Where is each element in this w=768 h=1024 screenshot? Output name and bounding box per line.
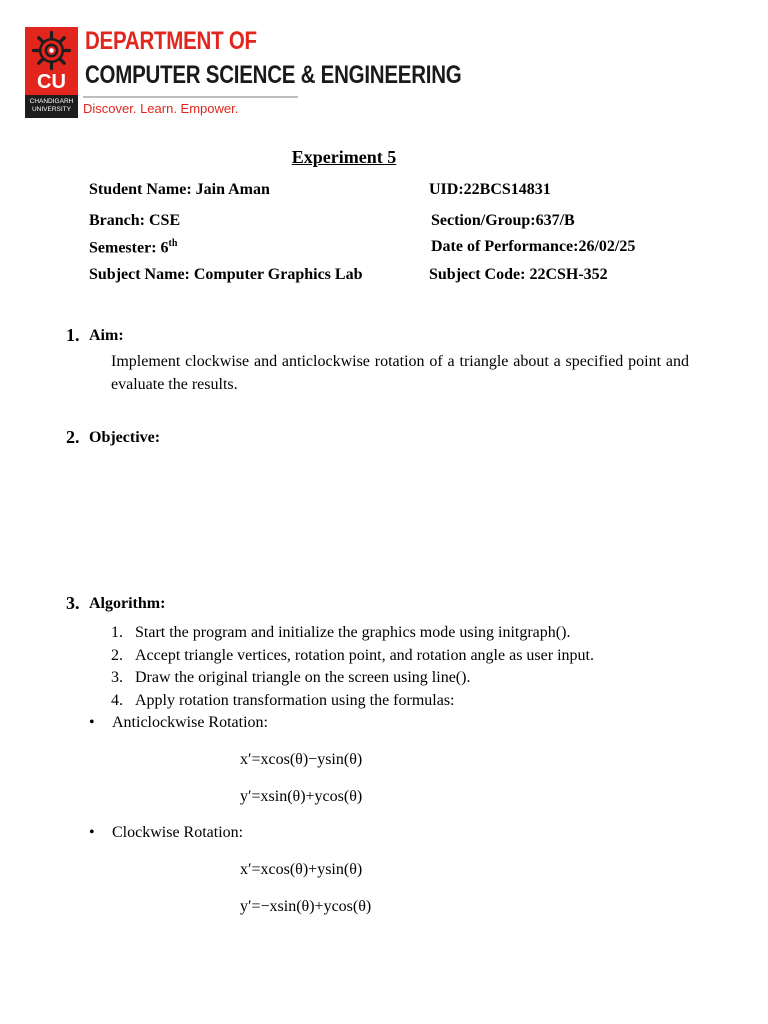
subject-name: Subject Name: Computer Graphics Lab: [89, 266, 363, 283]
semester: [89, 238, 177, 257]
algorithm-steps: [111, 622, 594, 712]
list-item: [111, 667, 594, 690]
list-item: [111, 622, 594, 645]
step-text: Start the program and initialize the graphics mode using initgraph().: [135, 624, 571, 641]
student-name: Student Name: Jain Aman: [89, 181, 270, 198]
clockwise-label: Clockwise Rotation:: [112, 824, 244, 841]
aim-heading: Aim:: [89, 327, 124, 344]
branch: Branch: CSE: [89, 212, 181, 229]
step-text: Apply rotation transformation using the formulas:: [135, 691, 455, 709]
step-text: Accept triangle vertices, rotation point, and rotation angle as user input.: [135, 646, 594, 664]
gear-emblem-icon: [31, 30, 72, 71]
anticlockwise-label: Anticlockwise Rotation:: [112, 714, 268, 731]
anticlockwise-bullet: [89, 714, 268, 732]
objective-number: 2.: [66, 427, 80, 447]
logo-red-block: [25, 27, 78, 95]
objective-heading: Objective:: [89, 429, 161, 446]
algorithm-heading: Algorithm:: [89, 595, 166, 612]
list-item: [111, 690, 594, 713]
tagline: Discover. Learn. Empower.: [83, 101, 239, 116]
section-group: Section/Group:637/B: [431, 212, 575, 229]
bullet-dot-icon: •: [89, 824, 95, 841]
step-number: 1.: [111, 624, 123, 641]
bullet-dot-icon: •: [89, 714, 95, 731]
semester-text: Semester: 6: [89, 239, 169, 257]
algorithm-number: 3.: [66, 593, 80, 613]
department-title-line2: COMPUTER SCIENCE & ENGINEERING: [85, 61, 462, 89]
uid: UID:22BCS14831: [429, 181, 551, 198]
university-logo: [25, 27, 78, 118]
logo-subtext-line1: CHANDIGARH: [29, 98, 74, 105]
logo-cu-text: CU: [37, 71, 66, 93]
logo-university-text: [25, 98, 78, 114]
anticlockwise-y-formula: y′=xsin(θ)+ycos(θ): [240, 788, 363, 805]
date-of-performance: Date of Performance:26/02/25: [431, 238, 636, 255]
subject-code: Subject Code: 22CSH-352: [429, 266, 608, 283]
semester-superscript: th: [168, 238, 178, 249]
logo-subtext-line2: UNIVERSITY: [31, 106, 71, 113]
department-title-line1: DEPARTMENT OF: [85, 27, 257, 55]
anticlockwise-x-formula: x′=xcos(θ)−ysin(θ): [240, 751, 363, 768]
step-number: 3.: [111, 669, 123, 686]
aim-text: Implement clockwise and anticlockwise rotation of a triangle about a specified point and evaluate the results.: [111, 353, 689, 393]
clockwise-y-formula: y′=−xsin(θ)+ycos(θ): [240, 898, 372, 915]
aim-number: 1.: [66, 325, 80, 345]
step-number: 4.: [111, 691, 123, 709]
step-text: Draw the original triangle on the screen using line().: [135, 669, 471, 686]
clockwise-x-formula: x′=xcos(θ)+ysin(θ): [240, 861, 363, 878]
header-divider: [83, 96, 298, 98]
experiment-title: Experiment 5: [291, 147, 397, 167]
clockwise-bullet: [89, 824, 243, 842]
list-item: [111, 645, 594, 668]
step-number: 2.: [111, 646, 123, 664]
